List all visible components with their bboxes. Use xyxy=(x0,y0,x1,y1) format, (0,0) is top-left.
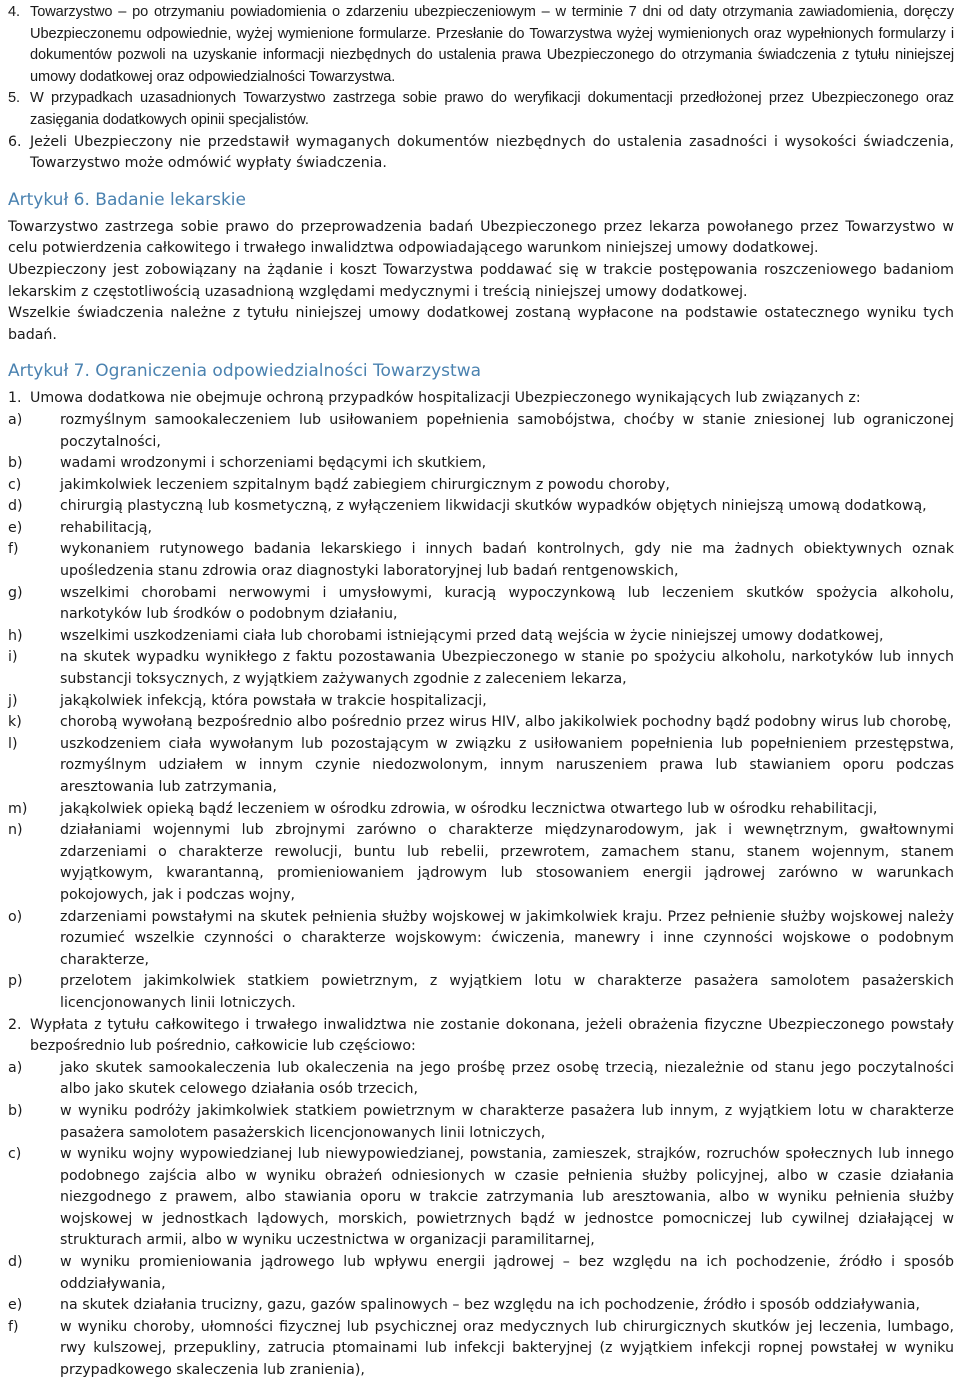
sublist-text: zdarzeniami powstałymi na skutek pełnienia służby wojskowej w jakimkolwiek kraju. Przez pełnienie służby wojskowej należy rozumieć wszelkie czynności o charakterze wojskowym: ćwiczenia, manewry i inne czynności wojskowe o podobnym charakterze, xyxy=(60,908,954,968)
article-6-paragraph: Ubezpieczony jest zobowiązany na żądanie i koszt Towarzystwa poddawać się w trakcie postępowania roszczeniowego badaniom lekarskim z częstotliwością uzasadnioną względami medycznymi i treścią niniejszej umowy dodatkowej. xyxy=(8,261,954,300)
sublist-text: chorobą wywołaną bezpośrednio albo pośrednio przez wirus HIV, albo jakikolwiek pochodny bądź podobny wirus lub chorobę, xyxy=(60,714,952,731)
article-6-heading: Artykuł 6. Badanie lekarskie xyxy=(8,189,246,210)
sublist-label: b) xyxy=(8,455,23,472)
item-text: Jeżeli Ubezpieczony nie przedstawił wymaganych dokumentów niezbędnych do ustalenia zasadności i wysokości świadczenia, Towarzystwo może odmówić wypłaty świadczenia. xyxy=(30,133,954,172)
sublist-label: e) xyxy=(8,519,23,536)
sublist-text: jakąkolwiek opieką bądź leczeniem w ośrodku zdrowia, w ośrodku lecznictwa otwartego lub w ośrodku rehabilitacji, xyxy=(60,800,878,817)
sublist-label: c) xyxy=(8,1146,22,1163)
sublist-text: wszelkimi uszkodzeniami ciała lub chorobami istniejącymi przed datą wejścia w życie niniejszej umowy dodatkowej, xyxy=(60,627,884,644)
sublist-text: w wyniku promieniowania jądrowego lub wpływu energii jądrowej – bez względu na ich pochodzenie, źródło i sposób oddziaływania, xyxy=(60,1254,954,1292)
sublist-label: l) xyxy=(8,735,18,752)
sublist-text: przelotem jakimkolwiek statkiem powietrznym, z wyjątkiem lotu w charakterze pasażera samolotem pasażerskich licencjonowanych linii lotniczych. xyxy=(60,973,954,1011)
sublist-text: w wyniku wojny wypowiedzianej lub niewypowiedzianej, powstania, zamieszek, strajków, rozruchów społecznych lub innego podobnego zajścia albo w wyniku obrażeń odniesionych w czasie pełnienia służby policyjnej, albo w czasie działania niezgodnego z prawem, albo stawiania oporu w trakcie zatrzymania lub aresztowania, albo w wyniku pełnienia służby wojskowej w jednostkach lądowych, morskich, powietrznych bądź w jednostce pomocniczej lub cywilnej działającej w strukturach armii, albo w wyniku uczestnictwa w organizacji paramilitarnej, xyxy=(60,1146,954,1249)
article-6-paragraph: Wszelkie świadczenia należne z tytułu niniejszej umowy dodatkowej zostaną wypłacone na podstawie ostatecznego wyniku tych badań. xyxy=(8,305,954,343)
sublist-label: a) xyxy=(8,1059,23,1076)
sublist-item xyxy=(8,626,954,648)
sublist-text: na skutek działania trucizny, gazu, gazów spalinowych – bez względu na ich pochodzenie, źródło i sposób oddziaływania, xyxy=(60,1297,920,1314)
sublist-text: jakąkolwiek infekcją, która powstała w trakcie hospitalizacji, xyxy=(60,692,487,709)
sublist-item xyxy=(8,971,954,1014)
list-item xyxy=(8,88,954,131)
sublist-item xyxy=(8,453,954,475)
sublist-text: na skutek wypadku wynikłego z faktu pozostawania Ubezpieczonego w stanie po spożyciu alkoholu, narkotyków lub innych substancji toksycznych, z wyjątkiem zażywanych zgodnie z zaleceniem lekarza, xyxy=(60,649,954,688)
sublist-item xyxy=(8,691,954,713)
sublist-label: a) xyxy=(8,411,23,428)
sublist-item xyxy=(8,1058,954,1101)
sublist-label: g) xyxy=(8,584,23,601)
list-item xyxy=(8,2,954,88)
sublist-label: e) xyxy=(8,1297,23,1314)
sublist-item xyxy=(8,583,954,626)
sublist-item xyxy=(8,496,954,518)
item-text: Wypłata z tytułu całkowitego i trwałego inwalidztwa nie zostanie dokonana, jeżeli obrażenia fizyczne Ubezpieczonego powstały bezpośrednio lub pośrednio, całkowicie lub częściowo: xyxy=(30,1016,954,1055)
sublist-text: rozmyślnym samookaleczeniem lub usiłowaniem popełnienia samobójstwa, choćby w stanie zniesionej lub ograniczonej poczytalności, xyxy=(60,411,954,450)
sublist-item xyxy=(8,712,954,734)
sublist-item xyxy=(8,799,954,821)
sublist-item xyxy=(8,539,954,582)
item-number: 2. xyxy=(8,1016,22,1033)
sublist-label: d) xyxy=(8,1254,23,1271)
sublist-label: c) xyxy=(8,476,22,493)
list-item xyxy=(8,132,954,175)
sublist-item xyxy=(8,647,954,690)
item-text: W przypadkach uzasadnionych Towarzystwo zastrzega sobie prawo do weryfikacji dokumentacji przedłożonej przez Ubezpieczonego oraz zasięgania dodatkowych opinii specjalistów. xyxy=(30,90,954,128)
sublist-label: i) xyxy=(8,649,18,666)
item-text: Towarzystwo – po otrzymaniu powiadomienia o zdarzeniu ubezpieczeniowym – w terminie 7 dni od daty otrzymania zawiadomienia, doręczy Ubezpieczonemu odpowiednie, wyżej wymienione formularze. Przesłanie do Towarzystwa wyżej wymienionych oraz wypełnionych formularzy i dokumentów pozwoli na uzyskanie informacji niezbędnych do ustalenia prawa Ubezpieczonego do otrzymania świadczenia z tytułu niniejszej umowy dodatkowej oraz odpowiedzialności Towarzystwa. xyxy=(30,4,954,85)
sublist-label: o) xyxy=(8,908,23,925)
list-item xyxy=(8,388,954,410)
sublist-item xyxy=(8,475,954,497)
sublist-label: p) xyxy=(8,973,23,990)
sublist-text: w wyniku podróży jakimkolwiek statkiem powietrznym w charakterze pasażera lub innym, z wyjątkiem lotu w charakterze pasażera samolotem pasażerskich licencjonowanych linii lotniczych, xyxy=(60,1102,954,1141)
item-number: 6. xyxy=(8,133,22,150)
item-number: 1. xyxy=(8,390,22,407)
sublist-label: j) xyxy=(8,692,18,709)
sublist-label: f) xyxy=(8,1318,19,1335)
sublist-text: rehabilitacją, xyxy=(60,519,152,536)
sublist-item xyxy=(8,410,954,453)
sublist-item xyxy=(8,734,954,799)
sublist-label: m) xyxy=(8,800,28,817)
sublist-text: chirurgią plastyczną lub kosmetyczną, z wyłączeniem likwidacji skutków wypadków objętych niniejszą umową dodatkową, xyxy=(60,498,927,515)
article-7-heading: Artykuł 7. Ograniczenia odpowiedzialności Towarzystwa xyxy=(8,361,482,382)
sublist-item xyxy=(8,518,954,540)
sublist-item xyxy=(8,820,954,906)
sublist-exclusions xyxy=(8,410,954,1015)
sublist-text: uszkodzeniem ciała wywołanym lub pozostającym w związku z usiłowaniem popełnienia lub popełnieniem przestępstwa, rozmyślnym udziałem w innym czynie niedozwolonym, innym naruszeniem prawa lub stawianiem oporu podczas aresztowania lub zatrzymania, xyxy=(60,735,954,795)
item-number: 5. xyxy=(8,90,20,107)
sublist-text: jakimkolwiek leczeniem szpitalnym bądź zabiegiem chirurgicznym z powodu choroby, xyxy=(60,476,670,493)
sublist-item xyxy=(8,1317,954,1382)
item-number: 4. xyxy=(8,4,20,20)
item-text: Umowa dodatkowa nie obejmuje ochroną przypadków hospitalizacji Ubezpieczonego wynikających lub związanych z: xyxy=(30,390,861,407)
sublist-text: wykonaniem rutynowego badania lekarskiego i innych badań kontrolnych, gdy nie ma żadnych obiektywnych oznak upośledzenia stanu zdrowia oraz diagnostyki laboratoryjnej lub badań rentgenowskich, xyxy=(60,541,954,580)
sublist-label: n) xyxy=(8,822,23,839)
sublist-label: b) xyxy=(8,1102,23,1119)
sublist-label: f) xyxy=(8,541,19,558)
sublist-text: wadami wrodzonymi i schorzeniami będącymi ich skutkiem, xyxy=(60,455,487,472)
sublist-text: w wyniku choroby, ułomności fizycznej lub psychicznej oraz medycznych lub chirurgicznych skutków jej leczenia, lumbago, rwy kulszowej, przepukliny, zatrucia ptomainami lub infekcji bakteryjnej (z wyjątkiem infekcji ropnej powstałej w wyniku przypadkowego skaleczenia lub zranienia), xyxy=(60,1318,954,1379)
sublist-item xyxy=(8,1144,954,1252)
list-item xyxy=(8,1015,954,1058)
sublist-item xyxy=(8,907,954,972)
sublist-text: jako skutek samookaleczenia lub okaleczenia na jego prośbę przez osobę trzecią, niezależnie od stanu jego poczytalności albo jako skutek celowego działania osób trzecich, xyxy=(60,1059,954,1098)
sublist-label: h) xyxy=(8,627,23,644)
sublist-item xyxy=(8,1295,954,1317)
sublist-label: k) xyxy=(8,714,22,731)
sublist-item xyxy=(8,1101,954,1144)
sublist-text: działaniami wojennymi lub zbrojnymi zarówno o charakterze międzynarodowym, jak i wewnętrznym, gwałtownymi zdarzeniami o charakterze rewolucji, buntu lub rebelii, przewrotem, zamachem stanu, stanem wojennym, stanem wyjątkowym, kwarantanną, promieniowaniem jądrowym lub stosowaniem energii jądrowej zarówno w warunkach pokojowych, jak i podczas wojny, xyxy=(60,822,954,903)
article-6-paragraph: Towarzystwo zastrzega sobie prawo do przeprowadzenia badań Ubezpieczonego przez lekarza powołanego przez Towarzystwo w celu potwierdzenia całkowitego i trwałego inwalidztwa odpowiadającego warunkom niniejszej umowy dodatkowej. xyxy=(8,218,954,257)
sublist-label: d) xyxy=(8,498,23,515)
sublist-disability-exclusions xyxy=(8,1058,954,1382)
sublist-text: wszelkimi chorobami nerwowymi i umysłowymi, kuracją wypoczynkową lub leczeniem skutków spożycia alkoholu, narkotyków lub środków o podobnym działaniu, xyxy=(60,584,954,623)
sublist-item xyxy=(8,1252,954,1295)
